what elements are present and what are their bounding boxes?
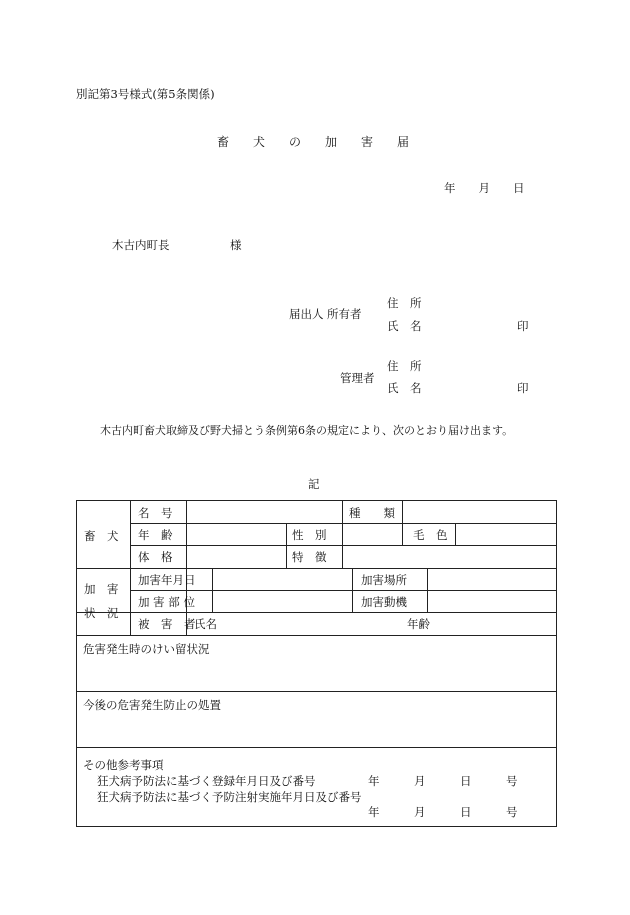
dog-build-label: 体 格 [138,550,173,564]
dog-name-label: 名 号 [138,506,173,520]
manager-seal: 印 [517,381,529,395]
harm-place-label: 加害場所 [361,573,407,587]
ki-label: 記 [308,477,320,491]
prevention-label: 今後の危害発生防止の処置 [83,698,221,712]
owner-seal: 印 [517,319,529,333]
registration-fields: 年 月 日 号 [368,774,518,788]
harm-date-label: 加害年月日 [138,573,196,587]
dog-features-label: 特 徴 [292,550,327,564]
manager-address-label: 住 所 [387,359,422,373]
dog-sex-label: 性 別 [292,528,327,542]
detention-label: 危害発生時のけい留状況 [83,642,210,656]
victim-age-label: 年齢 [407,617,430,631]
owner-address-label: 住 所 [387,296,422,310]
other-notes-label: その他参考事項 [83,758,164,772]
document-title: 畜 犬 の 加 害 届 [217,135,410,149]
dog-coat-label: 毛 色 [413,528,448,542]
addressee-name: 木古内町長 [112,238,170,252]
registration-label: 狂犬病予防法に基づく登録年月日及び番号 [97,774,316,788]
dog-age-label: 年 齢 [138,528,173,542]
form-reference: 別記第3号様式(第5条関係) [76,87,215,101]
dog-breed-label: 種 類 [349,506,395,520]
dog-section-label: 畜 犬 [84,529,119,543]
addressee-honorific: 様 [230,238,242,252]
vaccination-label: 狂犬病予防法に基づく予防注射実施年月日及び番号 [97,790,362,804]
vaccination-fields: 年 月 日 号 [368,805,518,819]
harm-motive-label: 加害動機 [361,595,407,609]
manager-name-label: 氏 名 [387,381,422,395]
harm-section-label-top: 加 害 [84,582,119,596]
harm-section-label-bottom: 状 況 [84,606,119,620]
owner-name-label: 氏 名 [387,319,422,333]
date-line: 年 月 日 [444,181,525,195]
notifier-label: 届出人 [289,307,324,321]
victim-label: 被 害 者 [138,617,196,631]
statement-text: 木古内町畜犬取締及び野犬掃とう条例第6条の規定により、次のとおり届け出ます。 [100,424,514,437]
manager-label: 管理者 [340,371,375,385]
report-table [76,500,557,827]
harm-part-label: 加 害 部 位 [138,595,195,609]
owner-label: 所有者 [327,307,362,321]
victim-name-label: 氏名 [194,617,217,631]
